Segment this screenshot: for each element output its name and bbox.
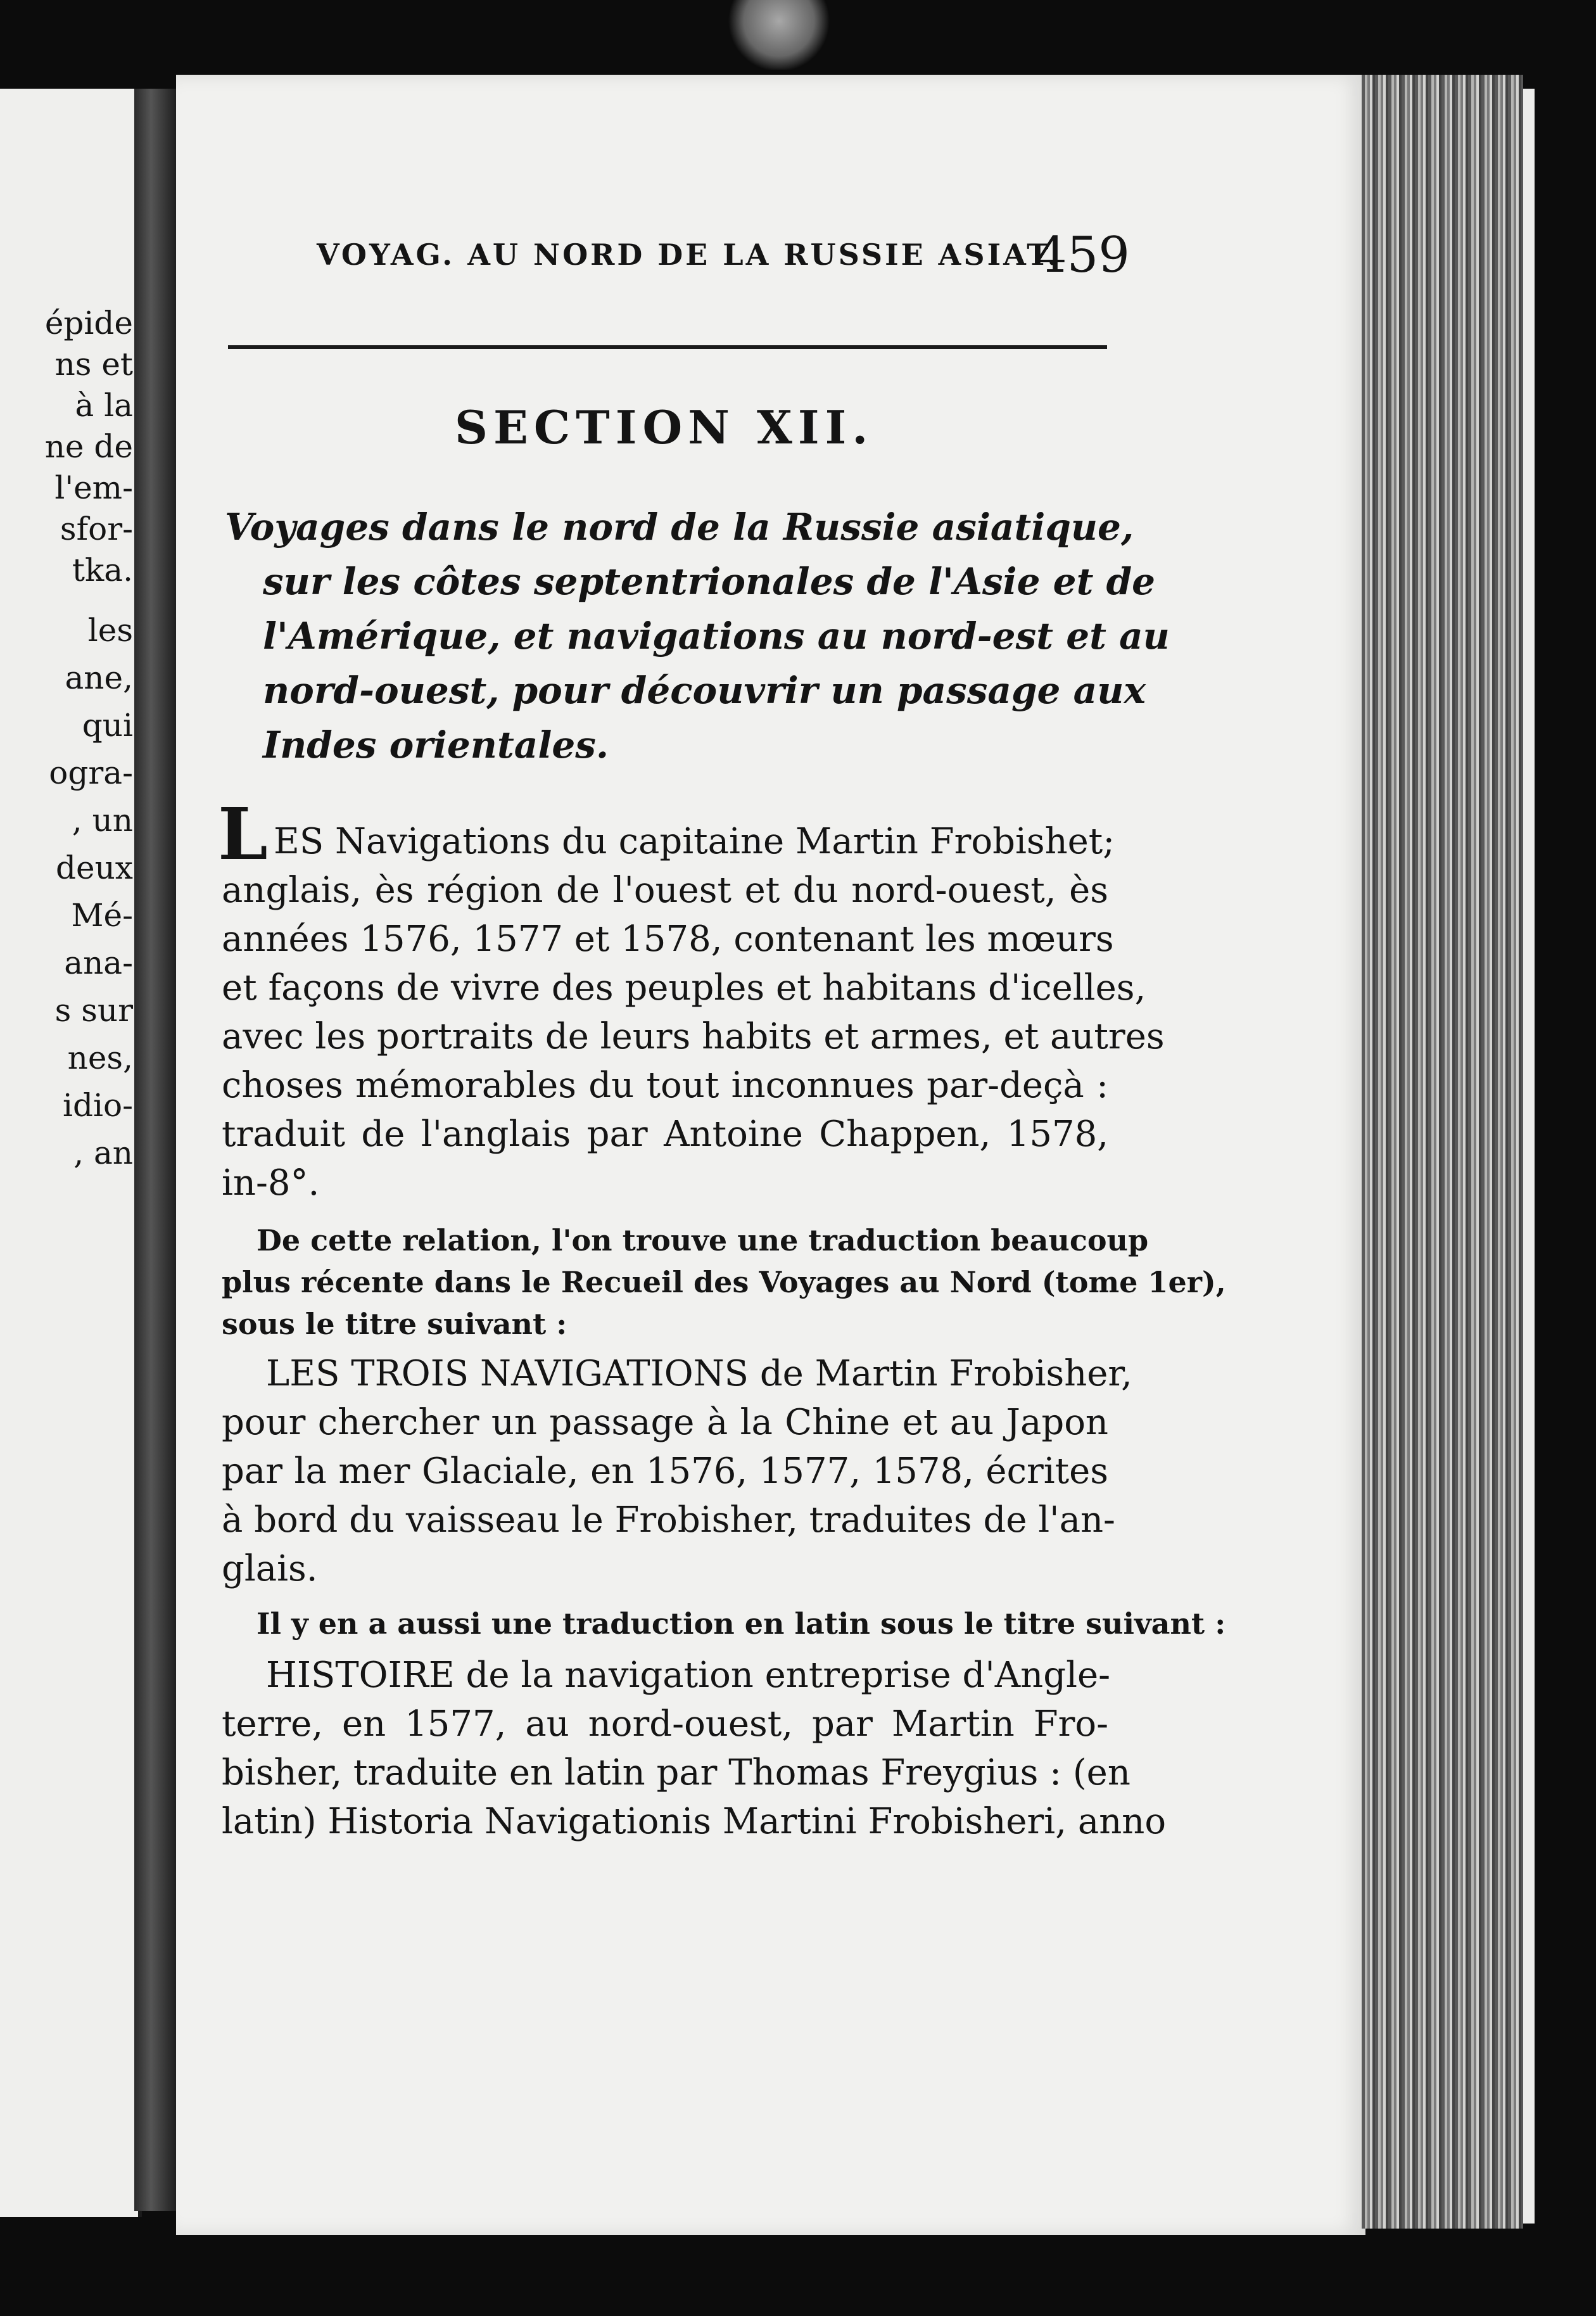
left-page-fragment: épide [44,305,133,341]
paragraph-line: HISTOIRE de la navigation entreprise d'Angle- [266,1655,1111,1696]
left-page-fragment: nes, [67,1040,133,1076]
left-page-fragment: tka. [72,552,133,589]
paragraph-line: traduit de l'anglais par Antoine Chappen, 1578, [222,1114,1108,1155]
paragraph-line: latin) Historia Navigationis Martini Frobisheri, anno [222,1801,1167,1842]
paragraph-line: De cette relation, l'on trouve une traduction beaucoup [256,1223,1149,1257]
paragraph-line: LES TROIS NAVIGATIONS de Martin Frobisher, [266,1353,1132,1394]
page-stack-outer-edge [1523,89,1535,2224]
header-rule [228,345,1107,349]
paragraph-line: avec les portraits de leurs habits et armes, et autres [222,1016,1165,1057]
paragraph-line: plus récente dans le Recueil des Voyages au Nord (tome 1er), [222,1265,1226,1299]
paragraph-line: glais. [222,1548,318,1589]
left-page-fragment: sfor- [60,511,133,547]
section-subtitle-line: l'Amérique, et navigations au nord-est et au [263,614,1170,658]
left-page-fragment: ane, [65,659,133,696]
paragraph-line: terre, en 1577, au nord-ouest, par Martin Fro- [222,1703,1108,1745]
left-page-fragment: , un [72,802,133,839]
running-head: VOYAG. AU NORD DE LA RUSSIE ASIAT. [317,238,1060,272]
section-subtitle-line: Voyages dans le nord de la Russie asiatique, [225,506,1134,549]
paragraph-line: sous le titre suivant : [222,1307,567,1341]
paragraph-line: choses mémorables du tout inconnues par-deçà : [222,1065,1108,1106]
paragraph-line: bisher, traduite en latin par Thomas Freygius : (en [222,1752,1130,1793]
left-page-fragment: l'em- [54,469,133,506]
left-page-fragment: , an [73,1135,133,1171]
paragraph-line: et façons de vivre des peuples et habitans d'icelles, [222,967,1146,1008]
paragraph-line: par la mer Glaciale, en 1576, 1577, 1578, écrites [222,1451,1108,1492]
page-stain [728,0,830,70]
left-page-fragment: ne de [44,428,133,465]
left-page-fragment: s sur [54,992,133,1029]
paragraph-line: in-8°. [222,1162,320,1204]
page-stack-edge [1362,75,1523,2229]
paragraph-line: à bord du vaisseau le Frobisher, traduites de l'an- [222,1499,1115,1541]
paragraph-line: ES Navigations du capitaine Martin Frobishet; [274,821,1115,862]
paragraph-line: Il y en a aussi une traduction en latin sous le titre suivant : [256,1607,1226,1641]
paragraph-line: pour chercher un passage à la Chine et au Japon [222,1402,1108,1443]
previous-page-edge [0,89,142,2217]
left-page-fragment: à la [75,387,133,424]
book-gutter [134,89,176,2211]
paragraph-line: années 1576, 1577 et 1578, contenant les mœurs [222,919,1114,960]
page-number: 459 [1036,227,1130,284]
section-subtitle-line: nord-ouest, pour découvrir un passage aux [263,669,1146,712]
section-title: SECTION XII. [455,400,874,454]
left-page-fragment: idio- [63,1087,133,1124]
left-page-fragment: qui [82,707,133,744]
left-page-fragment: les [87,612,133,649]
left-page-fragment: Mé- [71,897,133,934]
left-page-fragment: ana- [64,945,133,981]
section-subtitle-line: sur les côtes septentrionales de l'Asie et de [263,560,1156,603]
drop-cap: L [218,793,268,876]
left-page-fragment: deux [56,849,133,886]
left-page-fragment: ns et [54,346,133,383]
section-subtitle-line: Indes orientales. [263,723,609,767]
left-page-fragment: ogra- [49,754,133,791]
paragraph-line: anglais, ès région de l'ouest et du nord-ouest, ès [222,870,1108,911]
